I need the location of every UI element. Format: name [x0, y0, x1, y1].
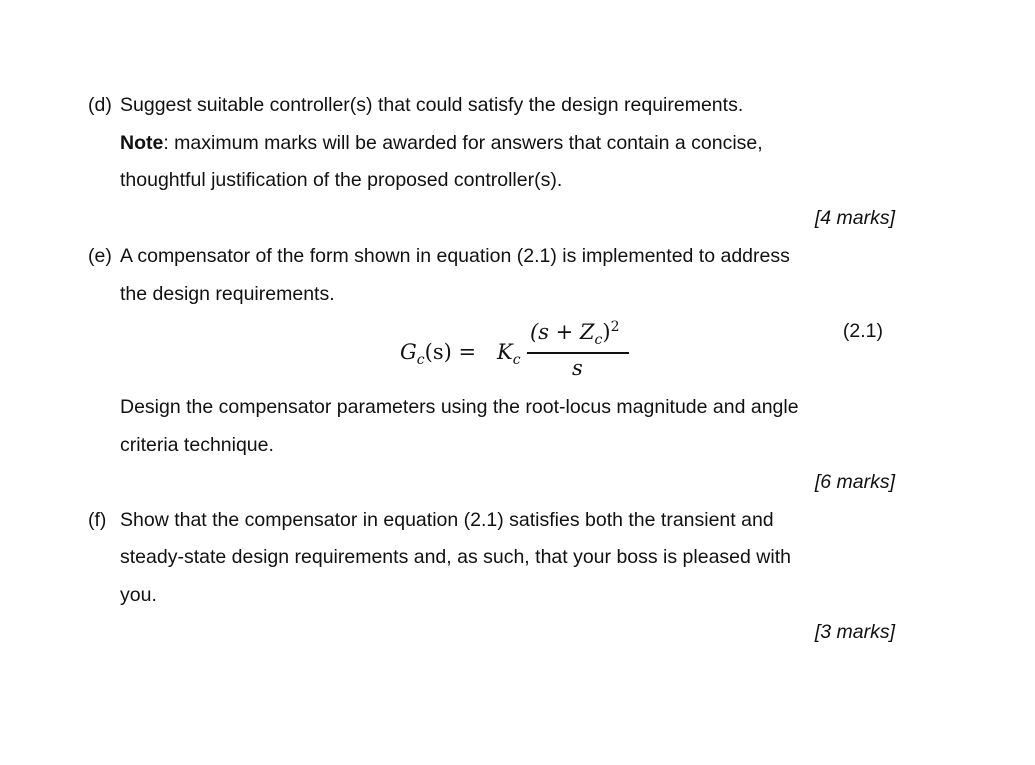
equation-numerator — [530, 319, 619, 348]
eq-num-open: (s + Z — [530, 320, 595, 344]
eq-G: G — [400, 340, 417, 364]
part-e-line-4: criteria technique. — [120, 434, 274, 456]
part-d-label: (d) — [88, 94, 112, 116]
part-e-line-2: the design requirements. — [120, 283, 335, 305]
equation-gain — [497, 340, 521, 368]
part-d-marks: [4 marks] — [814, 207, 895, 229]
equation-number: (2.1) — [842, 320, 883, 342]
eq-lhs-arg: (s) = — [424, 340, 477, 364]
part-f-line-2: steady-state design requirements and, as such, that your boss is pleased with — [120, 546, 791, 568]
note-label: Note — [120, 132, 164, 154]
part-e-label: (e) — [88, 245, 112, 267]
part-f-marks: [3 marks] — [814, 621, 895, 643]
eq-num-sup: 2 — [610, 319, 620, 335]
equation-lhs — [400, 340, 476, 368]
eq-num-close: ) — [602, 320, 611, 344]
part-e-line-1: A compensator of the form shown in equation (2.1) is implemented to address — [120, 245, 790, 267]
part-f-line-3: you. — [120, 584, 157, 606]
fraction-bar — [527, 352, 629, 354]
eq-num-sub: c — [594, 332, 603, 349]
equation-denominator: s — [572, 356, 583, 380]
part-d-line-3: thoughtful justification of the proposed controller(s). — [120, 169, 563, 191]
eq-G-sub: c — [416, 352, 425, 369]
part-d-note — [120, 131, 763, 155]
eq-K: K — [497, 340, 513, 364]
part-e-marks: [6 marks] — [814, 471, 895, 493]
part-f-line-1: Show that the compensator in equation (2.1) satisfies both the transient and — [120, 509, 774, 531]
part-e-line-3: Design the compensator parameters using the root-locus magnitude and angle — [120, 396, 799, 418]
eq-K-sub: c — [512, 352, 521, 369]
part-f-label: (f) — [88, 509, 107, 531]
part-d-line-1: Suggest suitable controller(s) that could satisfy the design requirements. — [120, 94, 744, 116]
note-text: : maximum marks will be awarded for answers that contain a concise, — [163, 132, 763, 154]
